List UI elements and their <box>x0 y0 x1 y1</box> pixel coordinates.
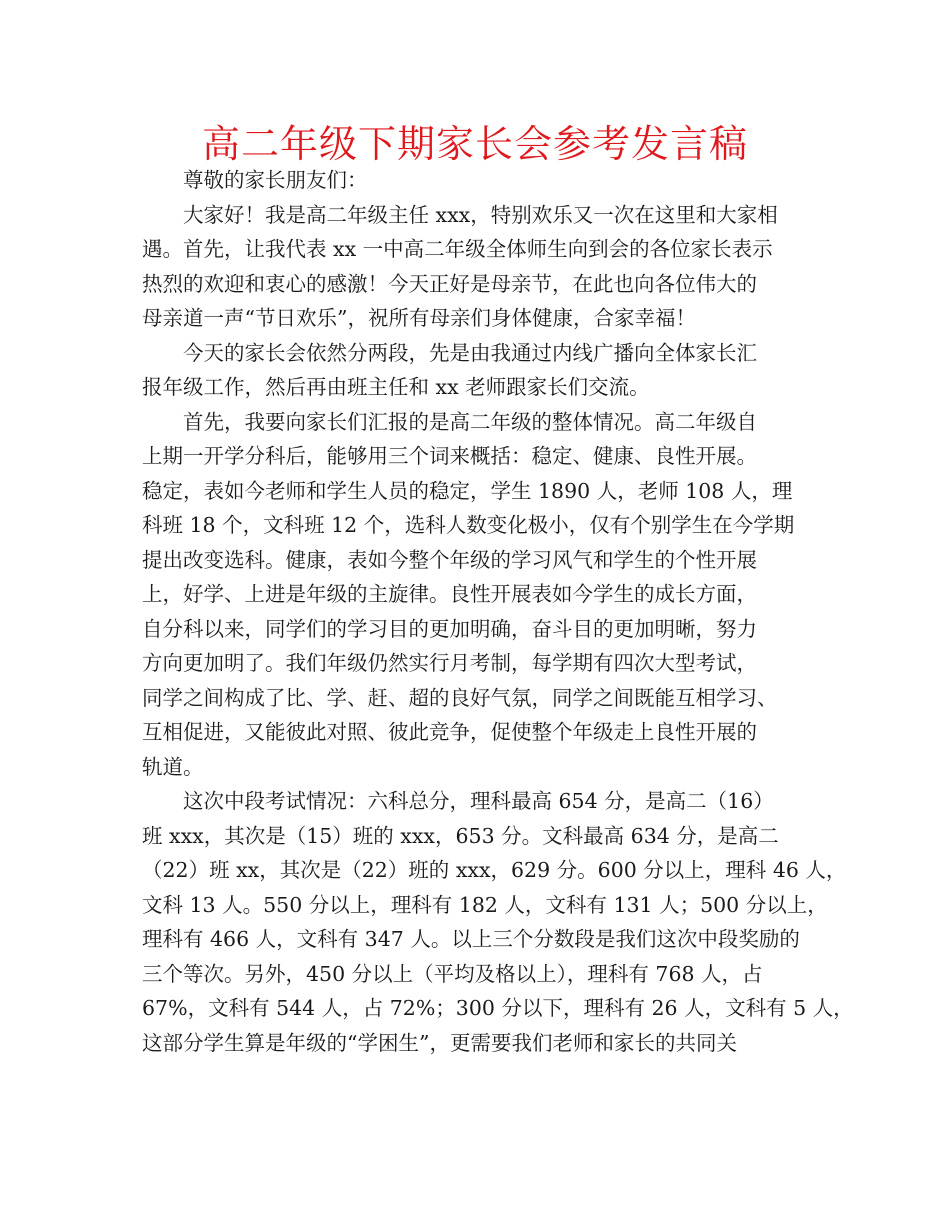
body-line: 三个等次。另外，450 分以上（平均及格以上），理科有 768 人，占 <box>142 961 763 986</box>
body-line: 互相促进，又能彼此对照、彼此竞争，促使整个年级走上良性开展的 <box>142 720 757 744</box>
body-line: 母亲道一声“节日欢乐”，祝所有母亲们身体健康，合家幸福！ <box>142 306 696 330</box>
body-line: 同学之间构成了比、学、赶、超的良好气氛，同学之间既能互相学习、 <box>142 685 778 710</box>
body-line: 这次中段考试情况：六科总分，理科最高 654 分，是高二（16） <box>183 789 774 813</box>
body-line: 自分科以来，同学们的学习目的更加明确，奋斗目的更加明晰，努力 <box>142 616 757 641</box>
document-title: 高二年级下期家长会参考发言稿 <box>201 122 748 166</box>
document-body <box>142 163 854 1060</box>
body-line: 稳定，表如今老师和学生人员的稳定，学生 1890 人，老师 108 人，理 <box>142 478 793 503</box>
body-line: 大家好！我是高二年级主任 xxx，特别欢乐又一次在这里和大家相 <box>183 202 778 227</box>
body-line: 轨道。 <box>142 754 204 779</box>
body-line: 今天的家长会依然分两段，先是由我通过内线广播向全体家长汇 <box>183 340 757 365</box>
body-line: 这部分学生算是年级的“学困生”，更需要我们老师和家长的共同关 <box>142 1030 737 1055</box>
body-line: 遇。首先，让我代表 xx 一中高二年级全体师生向到会的各位家长表示 <box>142 237 773 261</box>
body-line: 提出改变选科。健康，表如今整个年级的学习风气和学生的个性开展 <box>142 547 757 572</box>
body-line: 尊敬的家长朋友们： <box>183 168 368 192</box>
body-line: 文科 13 人。550 分以上，理科有 182 人，文科有 131 人；500 分以上， <box>142 892 828 917</box>
body-line: 上，好学、上进是年级的主旋律。良性开展表如今学生的成长方面， <box>142 582 757 606</box>
body-line: 热烈的欢迎和衷心的感激！今天正好是母亲节，在此也向各位伟大的 <box>142 271 757 296</box>
body-line: 首先，我要向家长们汇报的是高二年级的整体情况。高二年级自 <box>183 409 757 434</box>
body-line: 67%，文科有 544 人，占 72%；300 分以下，理科有 26 人，文科有 5 人， <box>142 996 854 1020</box>
body-line: 方向更加明了。我们年级仍然实行月考制，每学期有四次大型考试， <box>142 651 757 675</box>
body-line: （22）班 xx，其次是（22）班的 xxx，629 分。600 分以上，理科 46 人， <box>142 858 847 882</box>
body-line: 报年级工作，然后再由班主任和 xx 老师跟家长们交流。 <box>142 375 650 399</box>
body-line: 班 xxx，其次是（15）班的 xxx，653 分。文科最高 634 分，是高二 <box>142 823 779 848</box>
body-line: 科班 18 个，文科班 12 个，选科人数变化极小，仅有个别学生在今学期 <box>142 513 795 537</box>
body-line: 上期一开学分科后，能够用三个词来概括：稳定、健康、良性开展。 <box>142 444 757 468</box>
body-line: 理科有 466 人，文科有 347 人。以上三个分数段是我们这次中段奖励的 <box>142 927 800 951</box>
